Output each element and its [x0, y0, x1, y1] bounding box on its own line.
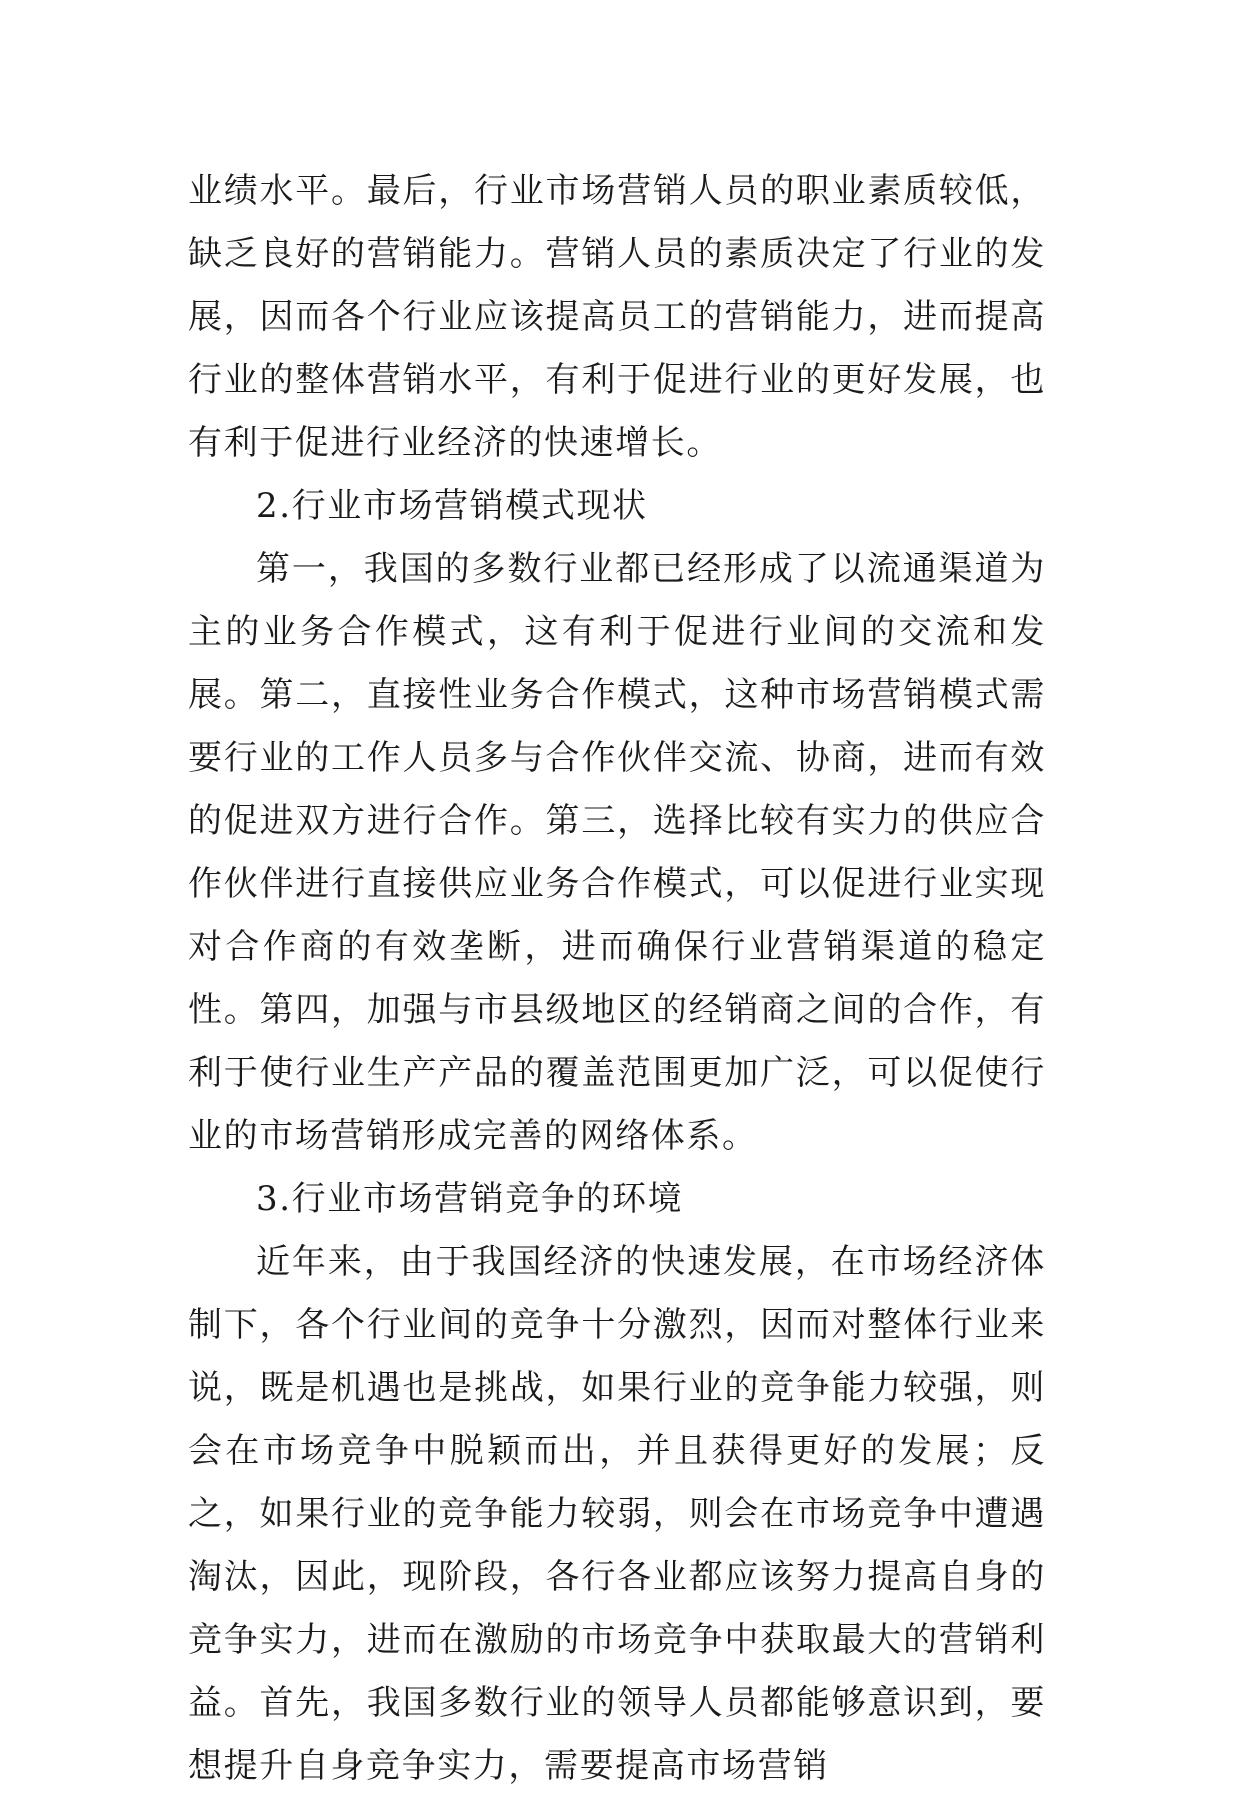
document-body	[188, 160, 1046, 1798]
paragraph-continued: 业绩水平。最后，行业市场营销人员的职业素质较低，缺乏良好的营销能力。营销人员的素质决定了行业的发展，因而各个行业应该提高员工的营销能力，进而提高行业的整体营销水平，有利于促进行业的更好发展，也有利于促进行业经济的快速增长。	[188, 171, 1046, 463]
section-heading-2: 2.行业市场营销模式现状	[256, 486, 648, 526]
section-heading-3: 3.行业市场营销竞争的环境	[256, 1179, 684, 1219]
paragraph-marketing-models: 第一，我国的多数行业都已经形成了以流通渠道为主的业务合作模式，这有利于促进行业间的交流和发展。第二，直接性业务合作模式，这种市场营销模式需要行业的工作人员多与合作伙伴交流、协商，进而有效的促进双方进行合作。第三，选择比较有实力的供应合作伙伴进行直接供应业务合作模式，可以促进行业实现对合作商的有效垄断，进而确保行业营销渠道的稳定性。第四，加强与市县级地区的经销商之间的合作，有利于使行业生产产品的覆盖范围更加广泛，可以促使行业的市场营销形成完善的网络体系。	[188, 549, 1046, 1156]
paragraph-competition-environment: 近年来，由于我国经济的快速发展，在市场经济体制下，各个行业间的竞争十分激烈，因而对整体行业来说，既是机遇也是挑战，如果行业的竞争能力较强，则会在市场竞争中脱颖而出，并且获得更好的发展；反之，如果行业的竞争能力较弱，则会在市场竞争中遭遇淘汰，因此，现阶段，各行各业都应该努力提高自身的竞争实力，进而在激励的市场竞争中获取最大的营销利益。首先，我国多数行业的领导人员都能够意识到，要想提升自身竞争实力，需要提高市场营销	[188, 1242, 1046, 1786]
